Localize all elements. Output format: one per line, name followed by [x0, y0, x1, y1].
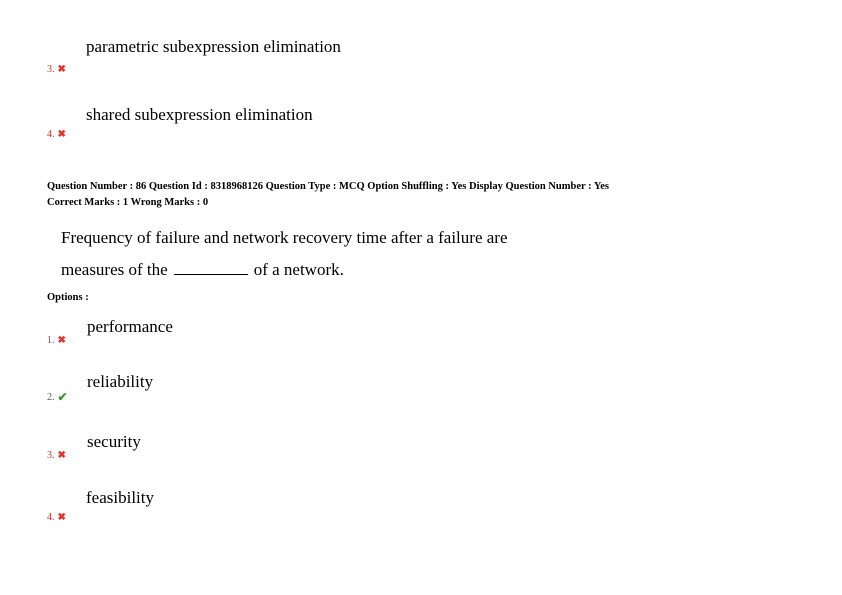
- question-text-before-blank: measures of the: [61, 260, 168, 279]
- question-text-line2: [61, 260, 344, 280]
- option-1-number: [47, 335, 66, 346]
- option-2-number: [47, 390, 68, 405]
- prev-option-4-number: [47, 129, 66, 140]
- cross-icon: ✖: [57, 512, 66, 523]
- option-2-text: reliability: [87, 372, 154, 391]
- check-icon: ✔: [57, 390, 68, 404]
- option-4-text: feasibility: [86, 488, 154, 507]
- fill-in-blank: [174, 262, 248, 275]
- prev-option-3-number: [47, 64, 66, 75]
- option-3-text: security: [87, 432, 141, 451]
- options-label: Options :: [47, 292, 89, 303]
- question-meta-line1: Question Number : 86 Question Id : 8318968126 Question Type : MCQ Option Shuffling : Yes Display Question Number : Yes: [47, 181, 610, 192]
- question-meta-line2: Correct Marks : 1 Wrong Marks : 0: [47, 197, 209, 208]
- option-4-number: [47, 512, 66, 523]
- option-number: 2.: [47, 392, 55, 403]
- option-1-text: performance: [87, 317, 173, 336]
- option-number: 3.: [47, 64, 55, 75]
- option-number: 1.: [47, 335, 55, 346]
- cross-icon: ✖: [57, 129, 66, 140]
- option-3-number: [47, 450, 66, 461]
- cross-icon: ✖: [57, 450, 66, 461]
- question-text-line1: Frequency of failure and network recovery time after a failure are: [61, 228, 508, 247]
- prev-option-3-text: parametric subexpression elimination: [86, 37, 341, 56]
- option-number: 3.: [47, 450, 55, 461]
- option-number: 4.: [47, 512, 55, 523]
- prev-option-4-text: shared subexpression elimination: [86, 105, 313, 124]
- cross-icon: ✖: [57, 335, 66, 346]
- option-number: 4.: [47, 129, 55, 140]
- cross-icon: ✖: [57, 64, 66, 75]
- question-text-after-blank: of a network.: [253, 260, 344, 279]
